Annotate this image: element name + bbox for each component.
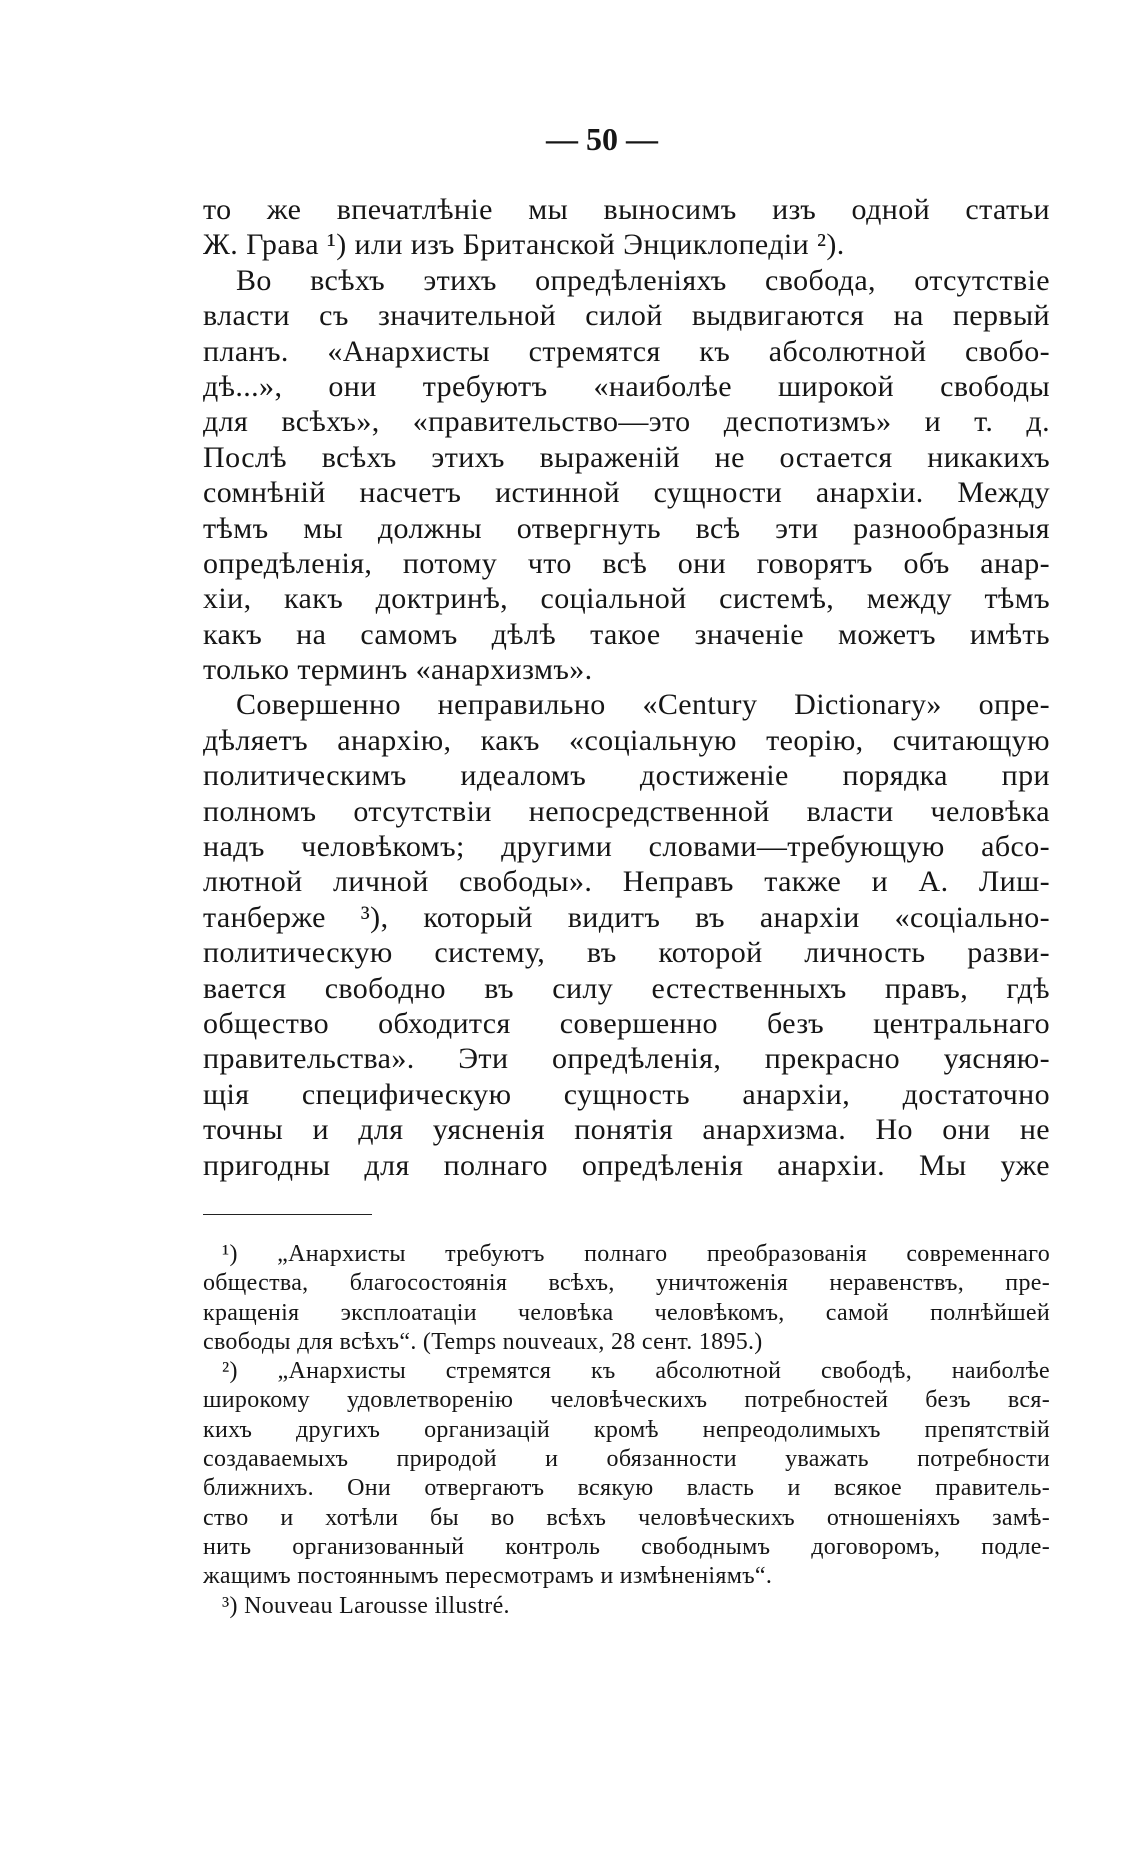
paragraph [203,687,1050,1182]
paragraph [203,192,1050,263]
text-line: какъ на самомъ дѣлѣ такое значеніе можетъ имѣть [203,617,1050,651]
footnote-line: ближнихъ. Они отвергаютъ всякую власть и всякое правитель- [203,1475,1050,1502]
text-line: Во всѣхъ этихъ опредѣленіяхъ свобода, отсутствіе [236,263,1050,297]
footnote-line: нить организованный контроль свободнымъ договоромъ, подле- [203,1533,1050,1560]
text-line: политическую систему, въ которой личность разви- [203,936,1050,970]
text-line: для всѣхъ», «правительство—это деспотизмъ» и т. д. [203,405,1050,439]
footnote-line: свободы для всѣхъ“. (Temps nouveaux, 28 сент. 1895.) [203,1328,763,1355]
footnote-rule [203,1214,372,1215]
footnote-line: ство и хотѣли бы во всѣхъ человѣческихъ отношеніяхъ замѣ- [203,1504,1050,1531]
text-line: вается свободно въ силу естественныхъ правъ, гдѣ [203,971,1050,1005]
text-line: пригодны для полнаго опредѣленія анархіи. Мы уже [203,1148,1050,1182]
paragraph [203,263,1050,688]
text-line: лютной личной свободы». Неправъ также и А. Лиш- [203,865,1050,899]
text-line: только терминъ «анархизмъ». [203,653,593,687]
text-line: танберже ³), который видитъ въ анархіи «соціально- [203,900,1050,934]
footnote-line: широкому удовлетворенію человѣческихъ потребностей безъ вся- [203,1387,1050,1414]
text-line: Совершенно неправильно «Century Dictionary» опре- [236,688,1050,722]
footnote-line: ¹) „Анархисты требуютъ полнаго преобразованія современнаго [222,1241,1050,1267]
footnote-line: ²) „Анархисты стремятся къ абсолютной свободѣ, наиболѣе [222,1358,1050,1385]
text-line: щія специфическую сущность анархіи, достаточно [203,1077,1050,1111]
text-line: то же впечатлѣніе мы выносимъ изъ одной статьи [203,193,1050,226]
footnotes [203,1240,1050,1621]
text-line: точны и для уясненія понятія анархизма. Но они не [203,1113,1050,1147]
text-line: дѣ...», они требуютъ «наиболѣе широкой свободы [203,369,1050,403]
text-line: тѣмъ мы должны отвергнуть всѣ эти разнообразныя [203,511,1050,545]
footnote-line: создаваемыхъ природой и обязанности уважать потребности [203,1446,1050,1473]
text-line: планъ. «Анархисты стремятся къ абсолютной свобо- [203,334,1050,368]
text-line: полномъ отсутствіи непосредственной власти человѣка [203,794,1050,828]
footnote-3 [203,1592,1050,1621]
footnote-line: ³) Nouveau Larousse illustré. [222,1592,510,1619]
body-text [203,192,1050,1183]
text-line: общество обходится совершенно безъ центральнаго [203,1006,1050,1040]
footnote-1 [203,1240,1050,1357]
footnote-line: общества, благосостоянія всѣхъ, уничтоженія неравенствъ, пре- [203,1270,1050,1297]
text-line: Ж. Грава ¹) или изъ Британской Энциклопедіи ²). [203,228,845,262]
text-line: правительства». Эти опредѣленія, прекрасно уясняю- [203,1042,1050,1076]
text-line: надъ человѣкомъ; другими словами—требующую абсо- [203,830,1050,864]
text-line: власти съ значительной силой выдвигаются на первый [203,299,1050,333]
footnote-line: кращенія эксплоатаціи человѣка человѣкомъ, самой полнѣйшей [203,1299,1050,1326]
text-line: Послѣ всѣхъ этихъ выраженій не остается никакихъ [203,440,1050,474]
text-line: сомнѣній насчетъ истинной сущности анархіи. Между [203,476,1050,510]
text-line: опредѣленія, потому что всѣ они говорятъ объ анар- [203,546,1050,580]
footnote-2 [203,1357,1050,1591]
footnote-line: кихъ другихъ организацій кромѣ непреодолимыхъ препятствій [203,1416,1050,1443]
page-number: — 50 — [546,121,658,157]
text-line: политическимъ идеаломъ достиженіе порядка при [203,759,1050,793]
text-line: хіи, какъ доктринѣ, соціальной системѣ, между тѣмъ [203,582,1050,616]
footnote-line: жащимъ постояннымъ пересмотрамъ и измѣненіямъ“. [203,1563,773,1590]
text-line: дѣляетъ анархію, какъ «соціальную теорію, считающую [203,723,1050,757]
